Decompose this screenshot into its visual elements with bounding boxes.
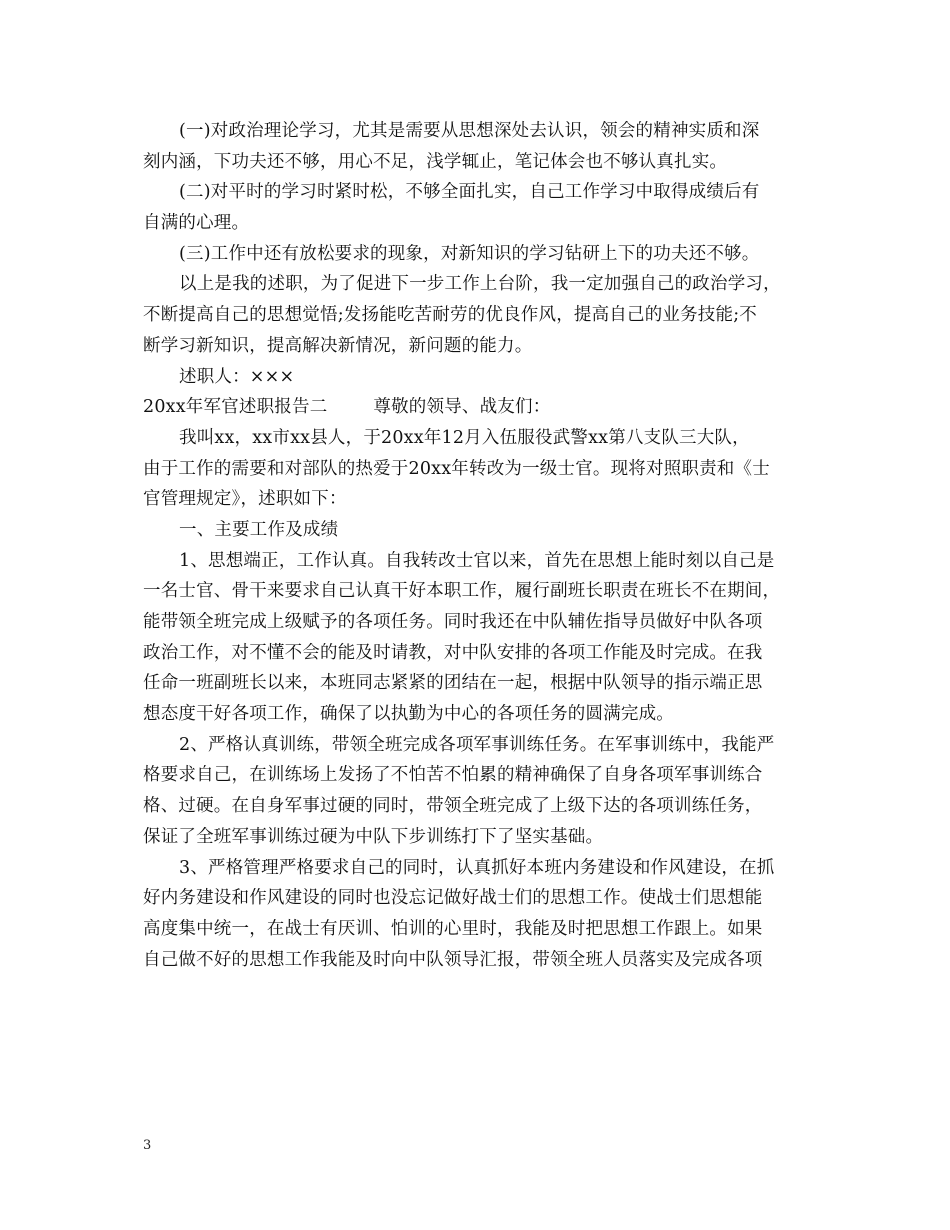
- text-line: 1、思想端正，工作认真。自我转改士官以来，首先在思想上能时刻以自己是: [179, 550, 775, 571]
- text-line: 高度集中统一，在战士有厌训、怕训的心里时，我能及时把思想工作跟上。如果: [143, 918, 763, 939]
- text-line: 断学习新知识，提高解决新情况，新问题的能力。: [143, 335, 533, 356]
- report-heading-line: [143, 392, 813, 423]
- section-heading: 一、主要工作及成绩: [179, 519, 339, 540]
- text-line: 自满的心理。: [143, 213, 250, 234]
- text-line: (二)对平时的学习时紧时松，不够全面扎实，自己工作学习中取得成绩后有: [179, 182, 760, 203]
- salutation: 尊敬的领导、战友们：: [373, 397, 551, 418]
- text-line: 3、严格管理严格要求自己的同时，认真抓好本班内务建设和作风建设，在抓: [179, 857, 775, 878]
- text-line: (三)工作中还有放松要求的现象，对新知识的学习钻研上下的功夫还不够。: [179, 243, 760, 264]
- text-line: 2、严格认真训练，带领全班完成各项军事训练任务。在军事训练中，我能严: [179, 734, 775, 755]
- text-line: (一)对政治理论学习，尤其是需要从思想深处去认识，领会的精神实质和深: [179, 121, 760, 141]
- text-line: 不断提高自己的思想觉悟;发扬能吃苦耐劳的优良作风，提高自己的业务技能;不: [143, 305, 757, 326]
- page-number: 3: [143, 1138, 152, 1153]
- document-body: [143, 116, 813, 975]
- signature-line: 述职人：×××: [179, 366, 295, 387]
- report-title: 20xx年军官述职报告二: [143, 397, 328, 418]
- text-line: 以上是我的述职，为了促进下一步工作上台阶，我一定加强自己的政治学习，: [179, 274, 781, 295]
- text-line: 一名士官、骨干来要求自己认真干好本职工作，履行副班长职责在班长不在期间，: [143, 581, 781, 602]
- text-line: 政治工作，对不懂不会的能及时请教，对中队安排的各项工作能及时完成。在我: [143, 642, 763, 663]
- text-line: 我叫xx，xx市xx县人，于20xx年12月入伍服役武警xx第八支队三大队，: [179, 427, 750, 448]
- text-line: 由于工作的需要和对部队的热爱于20xx年转改为一级士官。现将对照职责和《士: [143, 458, 770, 479]
- text-line: 保证了全班军事训练过硬为中队下步训练打下了坚实基础。: [143, 826, 604, 847]
- text-line: 官管理规定》，述职如下：: [143, 489, 347, 510]
- text-line: 自己做不好的思想工作我能及时向中队领导汇报，带领全班人员落实及完成各项: [143, 949, 763, 970]
- text-line: 想态度干好各项工作，确保了以执勤为中心的各项任务的圆满完成。: [143, 704, 674, 725]
- text-line: 能带领全班完成上级赋予的各项任务。同时我还在中队辅佐指导员做好中队各项: [143, 612, 763, 632]
- text-line: 格要求自己，在训练场上发扬了不怕苦不怕累的精神确保了自身各项军事训练合: [143, 765, 763, 786]
- text-line: 好内务建设和作风建设的同时也没忘记做好战士们的思想工作。使战士们思想能: [143, 888, 763, 909]
- text-line: 任命一班副班长以来，本班同志紧紧的团结在一起，根据中队领导的指示端正思: [143, 673, 763, 694]
- text-line: 刻内涵，下功夫还不够，用心不足，浅学辄止，笔记体会也不够认真扎实。: [143, 151, 728, 172]
- text-line: 格、过硬。在自身军事过硬的同时，带领全班完成了上级下达的各项训练任务，: [143, 796, 763, 817]
